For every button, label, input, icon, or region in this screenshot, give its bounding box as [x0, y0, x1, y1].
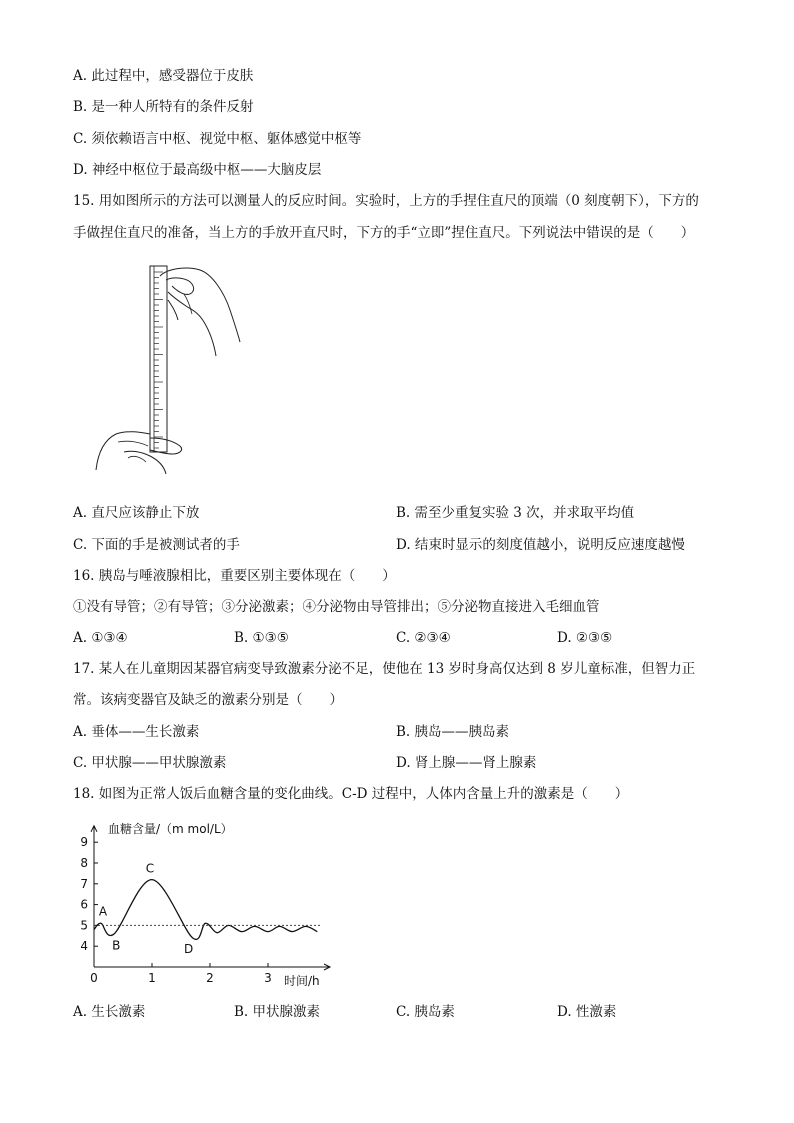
x-tick-label: 0: [90, 971, 98, 985]
q17-option-a: A. 垂体——生长激素: [73, 724, 200, 740]
y-tick-label: 9: [80, 835, 88, 850]
q18-stem: 18. 如图为正常人饭后血糖含量的变化曲线。C-D 过程中，人体内含量上升的激素是（ ）: [73, 786, 629, 802]
y-tick-label: 5: [80, 918, 88, 933]
x-tick-label: 2: [206, 971, 214, 985]
q15-option-a: A. 直尺应该静止下放: [73, 505, 200, 521]
y-tick-label: 6: [80, 897, 88, 912]
q14-option-d: D. 神经中枢位于最高级中枢——大脑皮层: [73, 162, 322, 178]
blood-glucose-chart: [76, 815, 336, 993]
q18-option-b: B. 甲状腺激素: [234, 1004, 321, 1020]
y-tick-label: 4: [80, 939, 88, 954]
q18-option-a: A. 生长激素: [73, 1004, 146, 1020]
ruler-hands-figure: [88, 262, 248, 476]
q18-option-d: D. 性激素: [557, 1004, 617, 1020]
q16-items: ①没有导管；②有导管；③分泌激素；④分泌物由导管排出；⑤分泌物直接进入毛细血管: [73, 599, 600, 615]
glucose-curve: [94, 880, 317, 940]
q17-stem-line2: 常。该病变器官及缺乏的激素分别是（ ）: [73, 692, 343, 708]
q16-option-d: D. ②③⑤: [557, 630, 613, 646]
y-tick-label: 8: [80, 856, 88, 870]
upper-hand: [160, 268, 240, 342]
point-label-d: D: [183, 941, 194, 956]
y-axis-label: 血糖含量/（m mol/L）: [108, 822, 233, 836]
q14-option-c: C. 须依赖语言中枢、视觉中枢、躯体感觉中枢等: [73, 131, 362, 147]
x-axis-label: 时间/h: [284, 974, 320, 988]
q17-option-d: D. 肾上腺——肾上腺素: [396, 755, 537, 771]
x-tick-label: 3: [264, 971, 272, 985]
q14-option-a: A. 此过程中，感受器位于皮肤: [73, 68, 254, 84]
q15-stem-line2: 手做捏住直尺的准备，当上方的手放开直尺时，下方的手“立即”捏住直尺。下列说法中错误的是（ ）: [73, 225, 695, 241]
point-label-a: A: [98, 904, 108, 919]
q14-option-b: B. 是一种人所特有的条件反射: [73, 99, 254, 115]
q16-stem: 16. 胰岛与唾液腺相比，重要区别主要体现在（ ）: [73, 568, 396, 584]
q16-option-a: A. ①③④: [73, 630, 128, 646]
q16-option-b: B. ①③⑤: [234, 630, 289, 646]
q17-option-c: C. 甲状腺——甲状腺激素: [73, 755, 227, 771]
q15-option-b: B. 需至少重复实验 3 次，并求取平均值: [396, 505, 635, 521]
q17-stem-line1: 17. 某人在儿童期因某器官病变导致激素分泌不足，使他在 13 岁时身高仅达到 8 岁儿童标准，但智力正: [73, 661, 696, 677]
q18-option-c: C. 胰岛素: [396, 1004, 455, 1020]
lower-hand: [96, 432, 150, 470]
point-label-b: B: [112, 938, 121, 953]
q15-option-c: C. 下面的手是被测试者的手: [73, 537, 240, 553]
x-tick-label: 1: [148, 971, 156, 985]
q15-stem-line1: 15. 用如图所示的方法可以测量人的反应时间。实验时，上方的手捏住直尺的顶端（0 刻度朝下），下方的: [73, 193, 699, 209]
q15-option-d: D. 结束时显示的刻度值越小，说明反应速度越慢: [396, 537, 685, 553]
y-tick-label: 7: [80, 876, 88, 891]
point-label-c: C: [145, 861, 155, 876]
q17-option-b: B. 胰岛——胰岛素: [396, 724, 510, 740]
q16-option-c: C. ②③④: [396, 630, 451, 646]
